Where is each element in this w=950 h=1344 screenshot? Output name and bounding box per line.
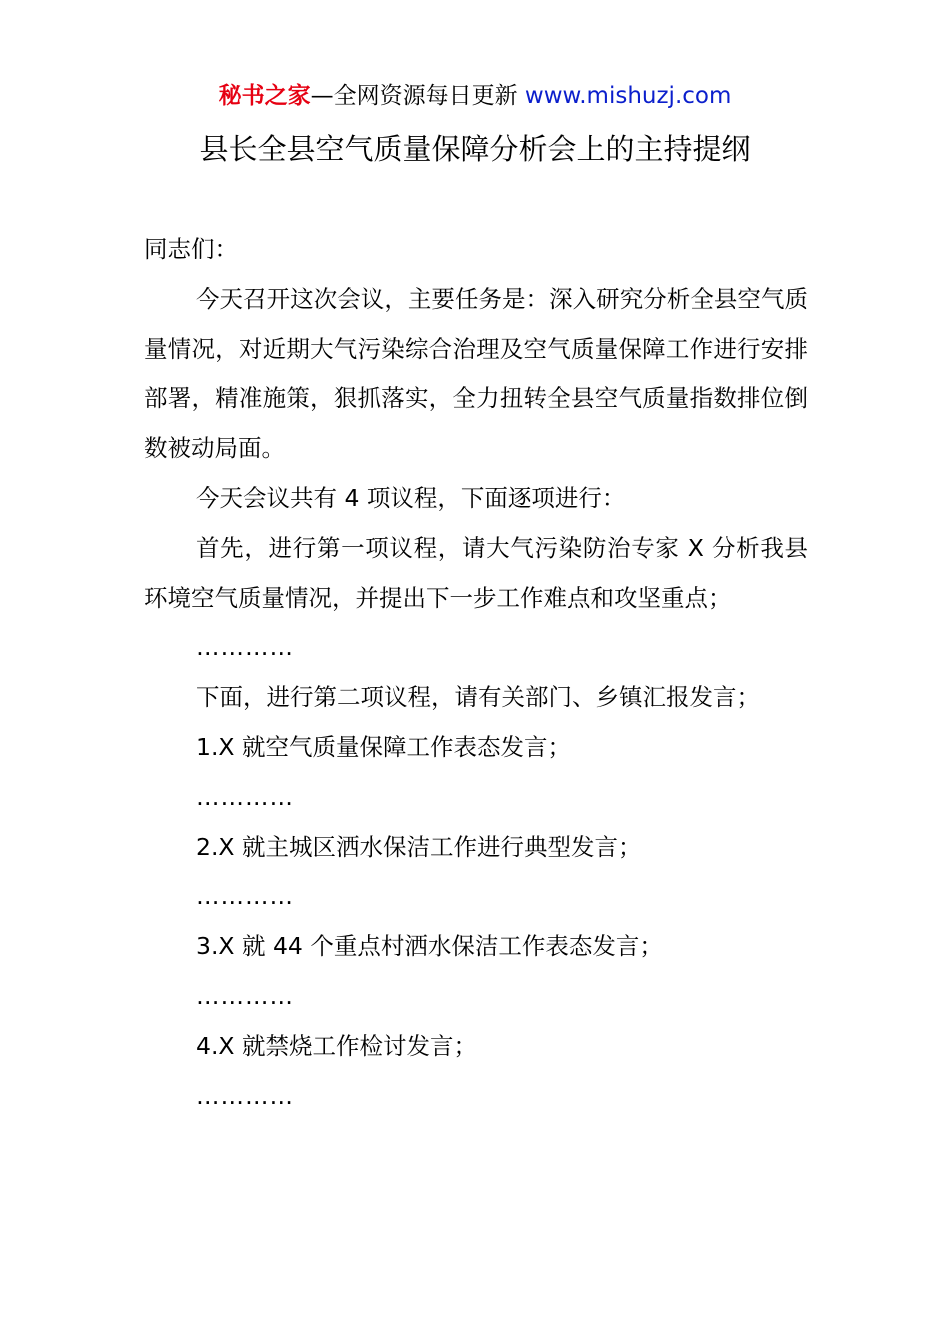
ellipsis-line: ………… bbox=[196, 782, 294, 811]
speech-item-4: 4.X 就禁烧工作检讨发言； bbox=[196, 1031, 477, 1060]
header-slogan: —全网资源每日更新 bbox=[310, 83, 518, 109]
brand-name: 秘书之家 bbox=[218, 83, 311, 109]
site-header bbox=[0, 80, 950, 112]
greeting: 同志们： bbox=[144, 235, 238, 263]
speech-item-2: 2.X 就主城区洒水保洁工作进行典型发言； bbox=[196, 832, 642, 861]
document-title: 县长全县空气质量保障分析会上的主持提纲 bbox=[199, 132, 751, 166]
paragraph-agenda-count: 今天会议共有 4 项议程，下面逐项进行： bbox=[196, 483, 626, 512]
speech-item-3: 3.X 就 44 个重点村洒水保洁工作表态发言； bbox=[196, 932, 663, 961]
ellipsis-line: ………… bbox=[196, 882, 294, 911]
paragraph-agenda-item-1: 首先，进行第一项议程，请大气污染防治专家 X 分析我县环境空气质量情况，并提出下一步工作难点和攻坚重点； bbox=[144, 533, 808, 612]
speech-item-1: 1.X 就空气质量保障工作表态发言； bbox=[196, 732, 571, 761]
ellipsis-line: ………… bbox=[196, 633, 294, 662]
ellipsis-line: ………… bbox=[196, 1081, 294, 1110]
site-url-link[interactable]: www.mishuzj.com bbox=[524, 83, 732, 109]
paragraph-intro: 今天召开这次会议，主要任务是：深入研究分析全县空气质量情况，对近期大气污染综合治理及空气质量保障工作进行安排部署，精准施策，狠抓落实，全力扭转全县空气质量指数排位倒数被动局面。 bbox=[144, 284, 808, 463]
document-body bbox=[144, 225, 808, 1121]
ellipsis-line: ………… bbox=[196, 981, 294, 1010]
paragraph-agenda-item-2: 下面，进行第二项议程，请有关部门、乡镇汇报发言； bbox=[196, 683, 760, 712]
